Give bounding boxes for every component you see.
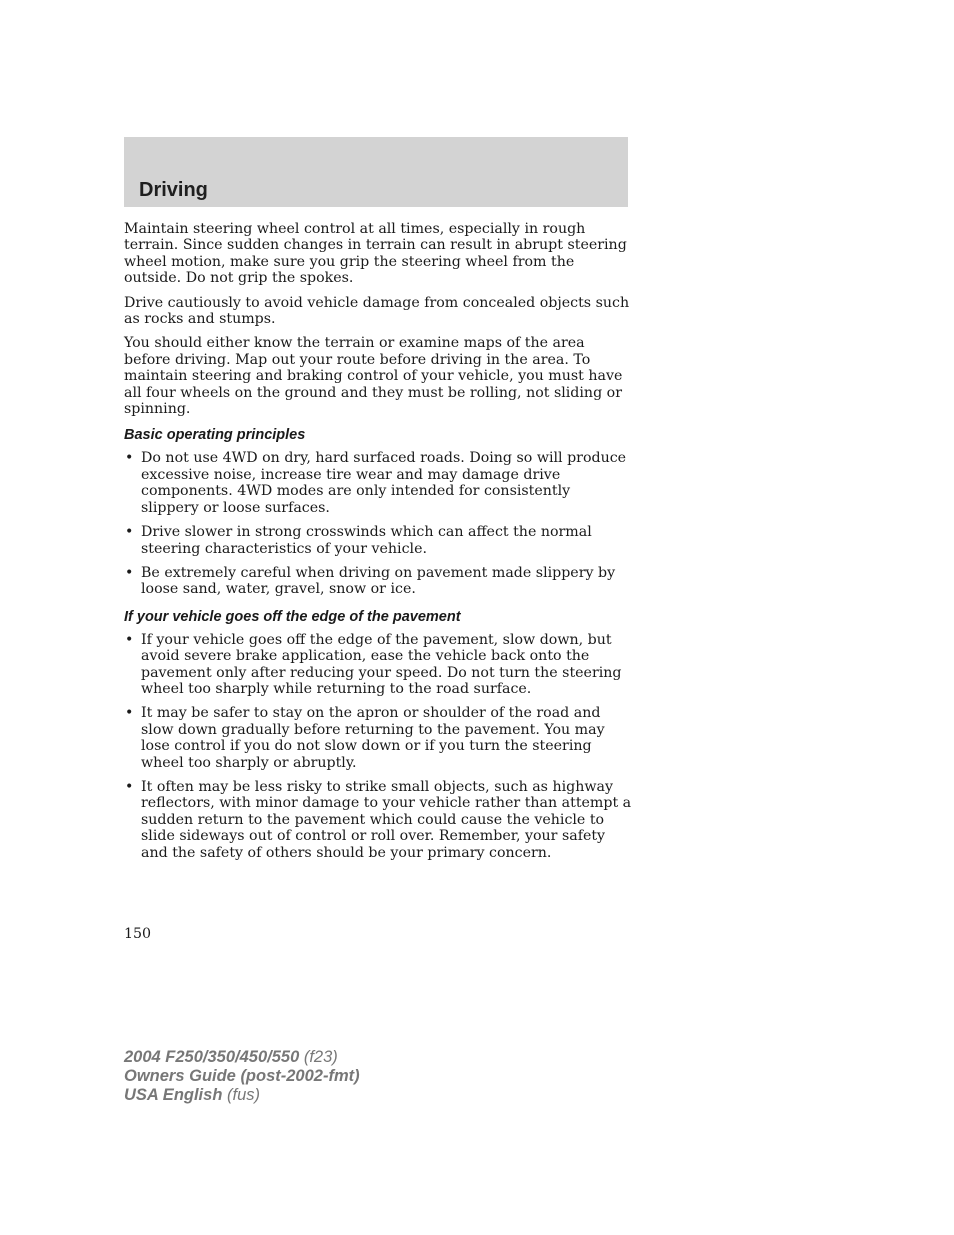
bullet-marker: • [125, 778, 134, 795]
bullet-marker: • [125, 631, 134, 648]
paragraph-steering-control: Maintain steering wheel control at all times, especially in rough terrain. Since sudden changes in terrain can result in abrupt steering wheel motion, make sure you grip the steering wheel from the outside. Do not grip the spokes. [124, 221, 627, 287]
page-content [124, 221, 632, 871]
bullet-marker: • [125, 705, 134, 722]
section-title: Driving [139, 179, 208, 201]
bullet-marker: • [125, 450, 134, 467]
footer-line-model [124, 1048, 360, 1067]
paragraph-know-terrain: You should either know the terrain or examine maps of the area before driving. Map out your route before driving in the area. To maintain steering and braking control of your vehicle, you must have all four wheels on the ground and they must be rolling, not sliding or spinning. [124, 335, 623, 418]
footer-guide-name: Owners Guide (post-2002-fmt) [124, 1067, 360, 1085]
list-item-text: Drive slower in strong crosswinds which can affect the normal steering characteristics of your vehicle. [141, 524, 592, 557]
footer-language-code: (fus) [227, 1086, 260, 1104]
list-item-text: It often may be less risky to strike small objects, such as highway reflectors, with minor damage to your vehicle rather than attempt a sudden return to the pavement which could cause the vehicle to slide sideways out of control or roll over. Remember, your safety and the safety of others should be your primary concern. [141, 778, 632, 861]
footer-language: USA English [124, 1086, 223, 1104]
footer-line-language [124, 1086, 360, 1105]
footer-model-code: (f23) [303, 1048, 338, 1066]
subheading-basic-operating-principles: Basic operating principles [124, 427, 306, 444]
list-item [124, 524, 632, 557]
footer-line-guide [124, 1067, 360, 1086]
list-item [124, 632, 632, 698]
list-item [124, 779, 632, 861]
subheading-off-edge-of-pavement: If your vehicle goes off the edge of the pavement [124, 608, 461, 625]
paragraph-drive-cautiously: Drive cautiously to avoid vehicle damage from concealed objects such as rocks and stumps. [124, 294, 630, 328]
bullet-list-off-pavement [124, 632, 632, 861]
bullet-marker: • [125, 524, 134, 541]
section-header-band [124, 137, 628, 207]
bullet-list-basic-principles [124, 450, 632, 597]
list-item [124, 450, 632, 516]
list-item-text: If your vehicle goes off the edge of the pavement, slow down, but avoid severe brake application, ease the vehicle back onto the pavement only after reducing your speed. Do not turn the steering wheel too sharply while returning to the road surface. [141, 631, 622, 697]
list-item-text: Be extremely careful when driving on pavement made slippery by loose sand, water, gravel, snow or ice. [141, 564, 616, 598]
list-item-text: It may be safer to stay on the apron or shoulder of the road and slow down gradually before returning to the pavement. You may lose control if you do not slow down or if you turn the steering wheel too sharply or abruptly. [141, 705, 605, 771]
list-item-text: Do not use 4WD on dry, hard surfaced roads. Doing so will produce excessive noise, increase tire wear and may damage drive components. 4WD modes are only intended for consistently slippery or loose surfaces. [141, 450, 627, 516]
document-footer [124, 1048, 360, 1105]
list-item [124, 565, 632, 598]
footer-model-name: 2004 F250/350/450/550 [124, 1048, 300, 1066]
page-number: 150 [124, 926, 152, 942]
list-item [124, 705, 632, 771]
bullet-marker: • [125, 564, 134, 581]
